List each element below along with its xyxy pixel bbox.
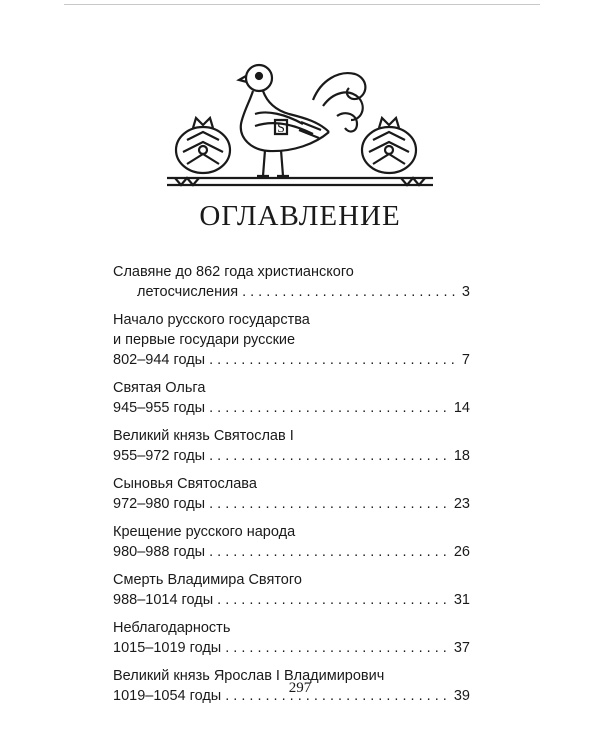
toc-leader-dots <box>225 638 450 658</box>
toc-entry-line: Смерть Владимира Святого <box>113 572 302 588</box>
table-of-contents <box>113 262 470 714</box>
toc-entry[interactable] <box>113 618 470 658</box>
toc-page-number: 7 <box>461 352 470 368</box>
toc-entry[interactable] <box>113 522 470 562</box>
toc-entry-line: и первые государи русские <box>113 332 296 348</box>
pomegranate-icon-right <box>362 118 416 173</box>
toc-entry-line: 945–955 годы <box>113 400 206 416</box>
bird-pomegranate-ornament <box>163 58 437 188</box>
toc-leader-dots <box>209 542 450 562</box>
toc-entry-line: Славяне до 862 года христианского <box>113 264 354 280</box>
toc-page-number: 39 <box>453 688 470 704</box>
toc-leader-dots <box>209 446 450 466</box>
toc-page-number: 3 <box>461 284 470 300</box>
toc-leader-dots <box>242 282 458 302</box>
toc-entry-line: Сыновья Святослава <box>113 476 257 492</box>
toc-leader-dots <box>209 494 450 514</box>
toc-entry-line: 1015–1019 годы <box>113 640 222 656</box>
toc-entry-line: Великий князь Святослав I <box>113 428 294 444</box>
pomegranate-icon-left <box>176 118 230 173</box>
toc-leader-dots <box>217 590 450 610</box>
toc-leader-dots <box>209 350 458 370</box>
toc-entry[interactable] <box>113 426 470 466</box>
toc-entry-line: 1019–1054 годы <box>113 688 222 704</box>
toc-page-number: 37 <box>453 640 470 656</box>
top-rule <box>64 4 540 5</box>
toc-entry-line: Начало русского государства <box>113 312 310 328</box>
toc-page-number: 18 <box>453 448 470 464</box>
toc-entry[interactable] <box>113 570 470 610</box>
toc-entry-line: Неблагодарность <box>113 620 231 636</box>
toc-entry[interactable] <box>113 262 470 302</box>
toc-page-number: 14 <box>453 400 470 416</box>
monogram-text: S <box>277 121 285 136</box>
toc-page-number: 31 <box>453 592 470 608</box>
toc-entry-line: Крещение русского народа <box>113 524 296 540</box>
toc-entry-line: 980–988 годы <box>113 544 206 560</box>
toc-entry-line: 972–980 годы <box>113 496 206 512</box>
toc-entry-line: летосчисления <box>137 284 239 300</box>
toc-leader-dots <box>209 398 450 418</box>
toc-entry[interactable] <box>113 378 470 418</box>
toc-entry-line: Святая Ольга <box>113 380 206 396</box>
toc-page-number: 26 <box>453 544 470 560</box>
toc-entry-line: 988–1014 годы <box>113 592 214 608</box>
toc-entry-line: Великий князь Ярослав I Владимирович <box>113 668 385 684</box>
toc-entry[interactable] <box>113 474 470 514</box>
toc-entry-line: 955–972 годы <box>113 448 206 464</box>
page-number: 297 <box>288 680 312 696</box>
toc-entry-line: 802–944 годы <box>113 352 206 368</box>
toc-page-number: 23 <box>453 496 470 512</box>
bird-icon <box>239 65 365 176</box>
page-title: ОГЛАВЛЕНИЕ <box>199 200 401 232</box>
toc-entry[interactable] <box>113 310 470 370</box>
